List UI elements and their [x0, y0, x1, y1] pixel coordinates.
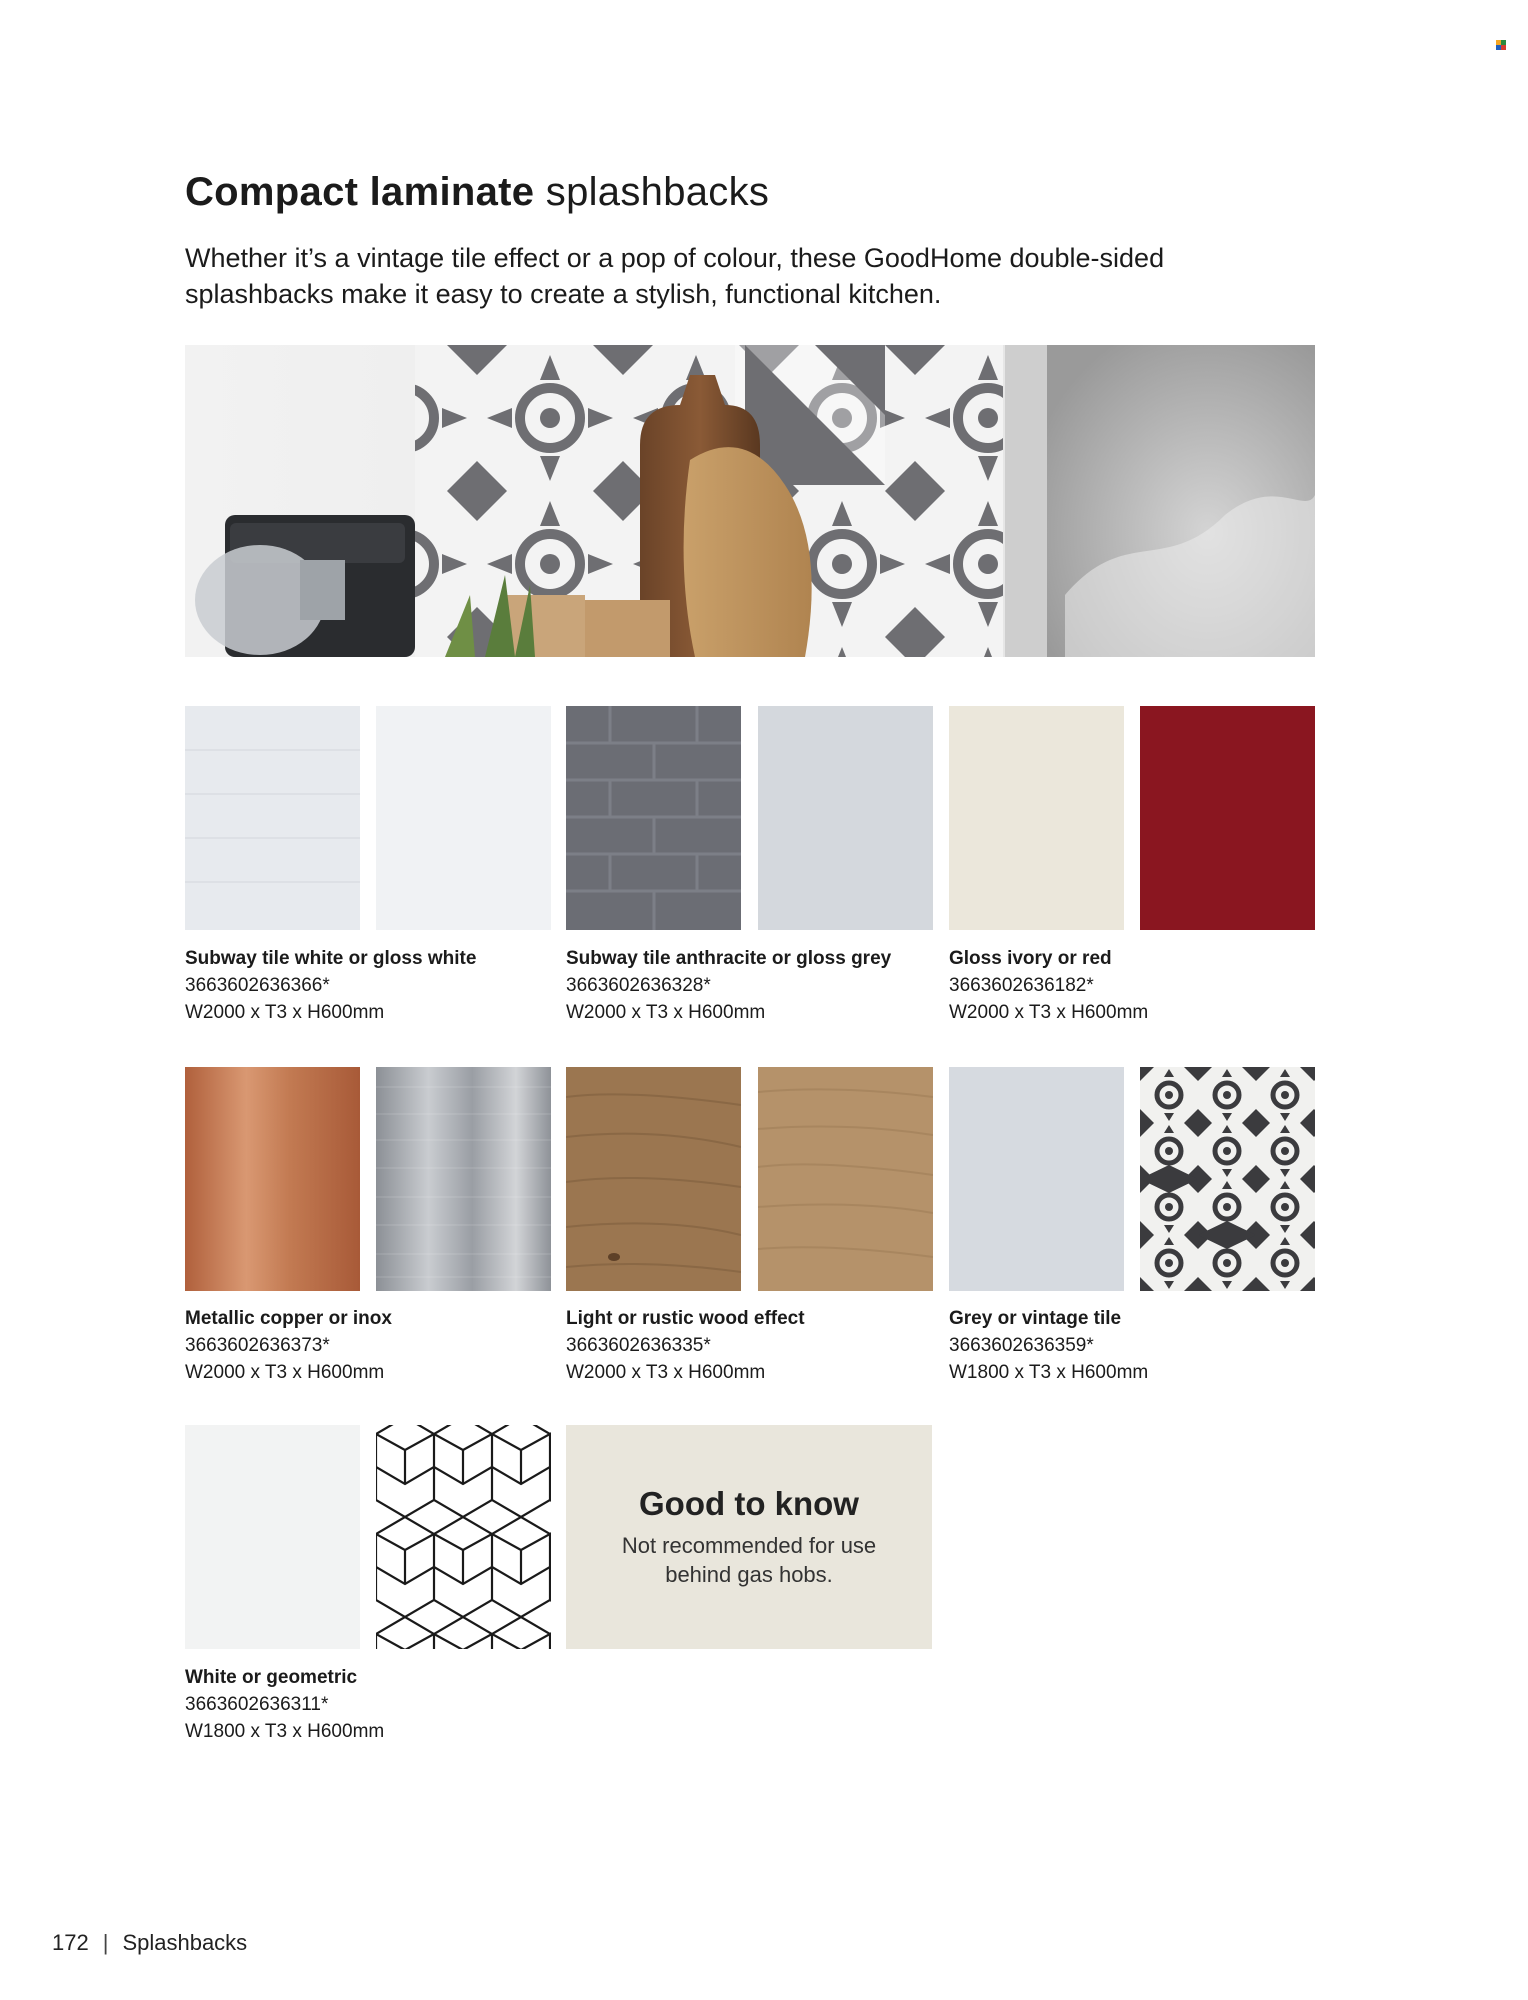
title-bold: Compact laminate — [185, 170, 535, 214]
title-regular: splashbacks — [545, 170, 770, 214]
swatch-gloss-ivory — [949, 706, 1124, 930]
page-number: 172 — [52, 1930, 89, 1955]
product-caption — [185, 1664, 384, 1745]
page-footer — [52, 1930, 247, 1956]
hero-kitchen-photo — [185, 345, 1315, 657]
product-size: W1800 x T3 x H600mm — [949, 1362, 1149, 1383]
product-code: 3663602636311* — [185, 1694, 329, 1715]
swatch-gloss-grey — [758, 706, 933, 930]
good-to-know-panel — [566, 1425, 932, 1649]
product-code: 3663602636373* — [185, 1335, 330, 1356]
product-caption — [185, 1305, 392, 1386]
swatch-subway-anthracite — [566, 706, 741, 930]
product-size: W1800 x T3 x H600mm — [185, 1721, 385, 1742]
product-name: White or geometric — [185, 1667, 358, 1688]
product-name: Subway tile anthracite or gloss grey — [566, 948, 892, 969]
swatch-inox — [376, 1067, 551, 1291]
product-name: Metallic copper or inox — [185, 1308, 392, 1329]
product-caption — [185, 945, 476, 1026]
swatch-gloss-red — [1140, 706, 1315, 930]
product-caption — [949, 945, 1148, 1026]
product-name: Gloss ivory or red — [949, 948, 1112, 969]
product-caption — [949, 1305, 1148, 1386]
product-code: 3663602636182* — [949, 975, 1094, 996]
product-code: 3663602636328* — [566, 975, 711, 996]
product-caption — [566, 1305, 805, 1386]
product-name: Light or rustic wood effect — [566, 1308, 805, 1329]
swatch-subway-white — [185, 706, 360, 930]
product-name: Grey or vintage tile — [949, 1308, 1122, 1329]
product-name: Subway tile white or gloss white — [185, 948, 477, 969]
brand-logo-icon — [1496, 40, 1506, 50]
swatch-light-wood — [758, 1067, 933, 1291]
swatch-vintage-tile — [1140, 1067, 1315, 1291]
good-to-know-body: Not recommended for use behind gas hobs. — [621, 1533, 877, 1587]
swatch-rustic-wood — [566, 1067, 741, 1291]
section-name: Splashbacks — [122, 1930, 248, 1955]
swatch-white — [185, 1425, 360, 1649]
product-size: W2000 x T3 x H600mm — [566, 1002, 766, 1023]
product-size: W2000 x T3 x H600mm — [185, 1362, 385, 1383]
product-code: 3663602636366* — [185, 975, 330, 996]
product-code: 3663602636335* — [566, 1335, 711, 1356]
page-title — [185, 170, 769, 215]
footer-divider: | — [102, 1930, 109, 1955]
product-size: W2000 x T3 x H600mm — [949, 1002, 1149, 1023]
product-code: 3663602636359* — [949, 1335, 1094, 1356]
swatch-gloss-white — [376, 706, 551, 930]
product-size: W2000 x T3 x H600mm — [566, 1362, 766, 1383]
swatch-geometric — [376, 1425, 551, 1649]
swatch-grey — [949, 1067, 1124, 1291]
product-caption — [566, 945, 891, 1026]
good-to-know-title: Good to know — [639, 1485, 859, 1522]
swatch-metallic-copper — [185, 1067, 360, 1291]
intro-text: Whether it’s a vintage tile effect or a pop of colour, these GoodHome double-sided splashbacks make it easy to create a stylish, functional kitchen. — [185, 243, 1165, 309]
product-size: W2000 x T3 x H600mm — [185, 1002, 385, 1023]
